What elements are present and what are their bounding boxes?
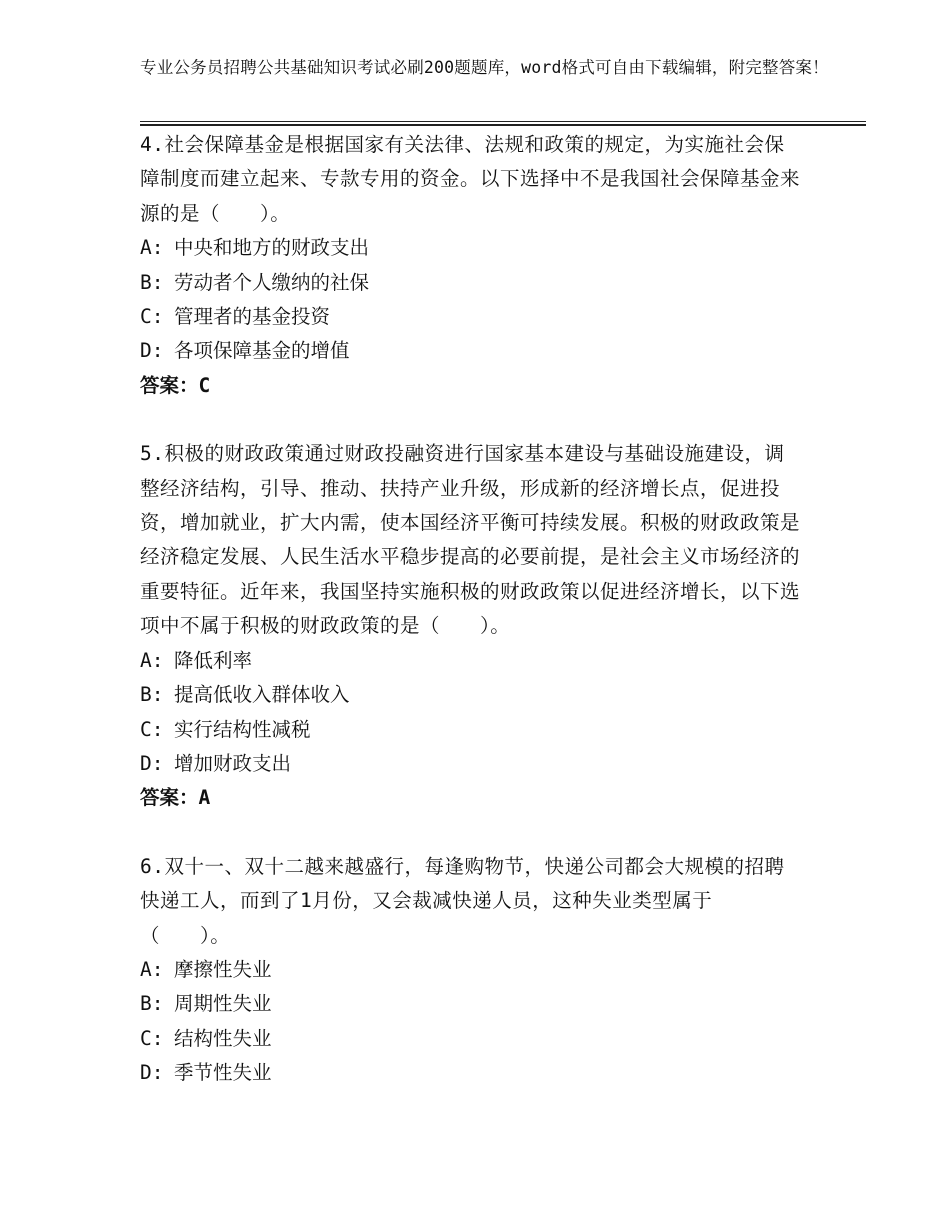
option-text: 降低利率 bbox=[174, 648, 253, 672]
option-text: 管理者的基金投资 bbox=[174, 305, 331, 329]
option-label: B: bbox=[140, 270, 164, 294]
option-text: 摩擦性失业 bbox=[174, 957, 272, 981]
option-label: B: bbox=[140, 683, 164, 707]
header-rule-thin bbox=[140, 121, 866, 122]
option-a bbox=[140, 644, 800, 678]
option-d bbox=[140, 747, 800, 781]
option-d bbox=[140, 1056, 800, 1090]
option-label: C: bbox=[140, 305, 164, 329]
option-label: A: bbox=[140, 648, 164, 672]
option-b bbox=[140, 678, 800, 712]
option-c bbox=[140, 1022, 800, 1056]
option-text: 劳动者个人缴纳的社保 bbox=[174, 270, 370, 294]
option-text: 中央和地方的财政支出 bbox=[174, 236, 370, 260]
option-text: 实行结构性减税 bbox=[174, 717, 311, 741]
option-text: 提高低收入群体收入 bbox=[174, 683, 350, 707]
option-text: 增加财政支出 bbox=[174, 751, 292, 775]
option-text: 结构性失业 bbox=[174, 1026, 272, 1050]
option-b bbox=[140, 266, 800, 300]
option-label: A: bbox=[140, 236, 164, 260]
question-list bbox=[140, 128, 800, 1125]
option-label: C: bbox=[140, 1026, 164, 1050]
option-label: D: bbox=[140, 339, 164, 363]
answer-line: 答案：A bbox=[140, 786, 211, 810]
option-label: A: bbox=[140, 957, 164, 981]
option-a bbox=[140, 231, 800, 265]
option-d bbox=[140, 334, 800, 368]
option-label: D: bbox=[140, 1061, 164, 1085]
question-6 bbox=[140, 850, 800, 1091]
header-rule-thick bbox=[140, 124, 866, 126]
option-label: D: bbox=[140, 751, 164, 775]
option-b bbox=[140, 987, 800, 1021]
option-label: C: bbox=[140, 717, 164, 741]
option-c bbox=[140, 713, 800, 747]
question-stem: 6.双十一、双十二越来越盛行，每逢购物节，快递公司都会大规模的招聘快递工人，而到了1月份，又会裁减快递人员，这种失业类型属于（ ）。 bbox=[140, 854, 785, 947]
option-text: 周期性失业 bbox=[174, 992, 272, 1016]
answer-line: 答案：C bbox=[140, 373, 211, 397]
document-header: 专业公务员招聘公共基础知识考试必刷200题题库，word格式可自由下载编辑，附完整答案！ bbox=[140, 58, 829, 77]
option-a bbox=[140, 953, 800, 987]
option-text: 季节性失业 bbox=[174, 1061, 272, 1085]
question-stem: 4.社会保障基金是根据国家有关法律、法规和政策的规定，为实施社会保障制度而建立起来、专款专用的资金。以下选择中不是我国社会保障基金来源的是（ ）。 bbox=[140, 133, 801, 225]
option-text: 各项保障基金的增值 bbox=[174, 339, 350, 363]
question-5 bbox=[140, 437, 800, 815]
question-4 bbox=[140, 128, 800, 403]
option-label: B: bbox=[140, 992, 164, 1016]
question-stem: 5.积极的财政政策通过财政投融资进行国家基本建设与基础设施建设，调整经济结构，引导、推动、扶持产业升级，形成新的经济增长点，促进投资，增加就业，扩大内需，使本国经济平衡可持续发展。积极的财政政策是经济稳定发展、人民生活水平稳步提高的必要前提，是社会主义市场经济的重要特征。近年来，我国坚持实施积极的财政政策以促进经济增长，以下选项中不属于积极的财政政策的是（ ）。 bbox=[140, 442, 801, 638]
option-c bbox=[140, 300, 800, 334]
